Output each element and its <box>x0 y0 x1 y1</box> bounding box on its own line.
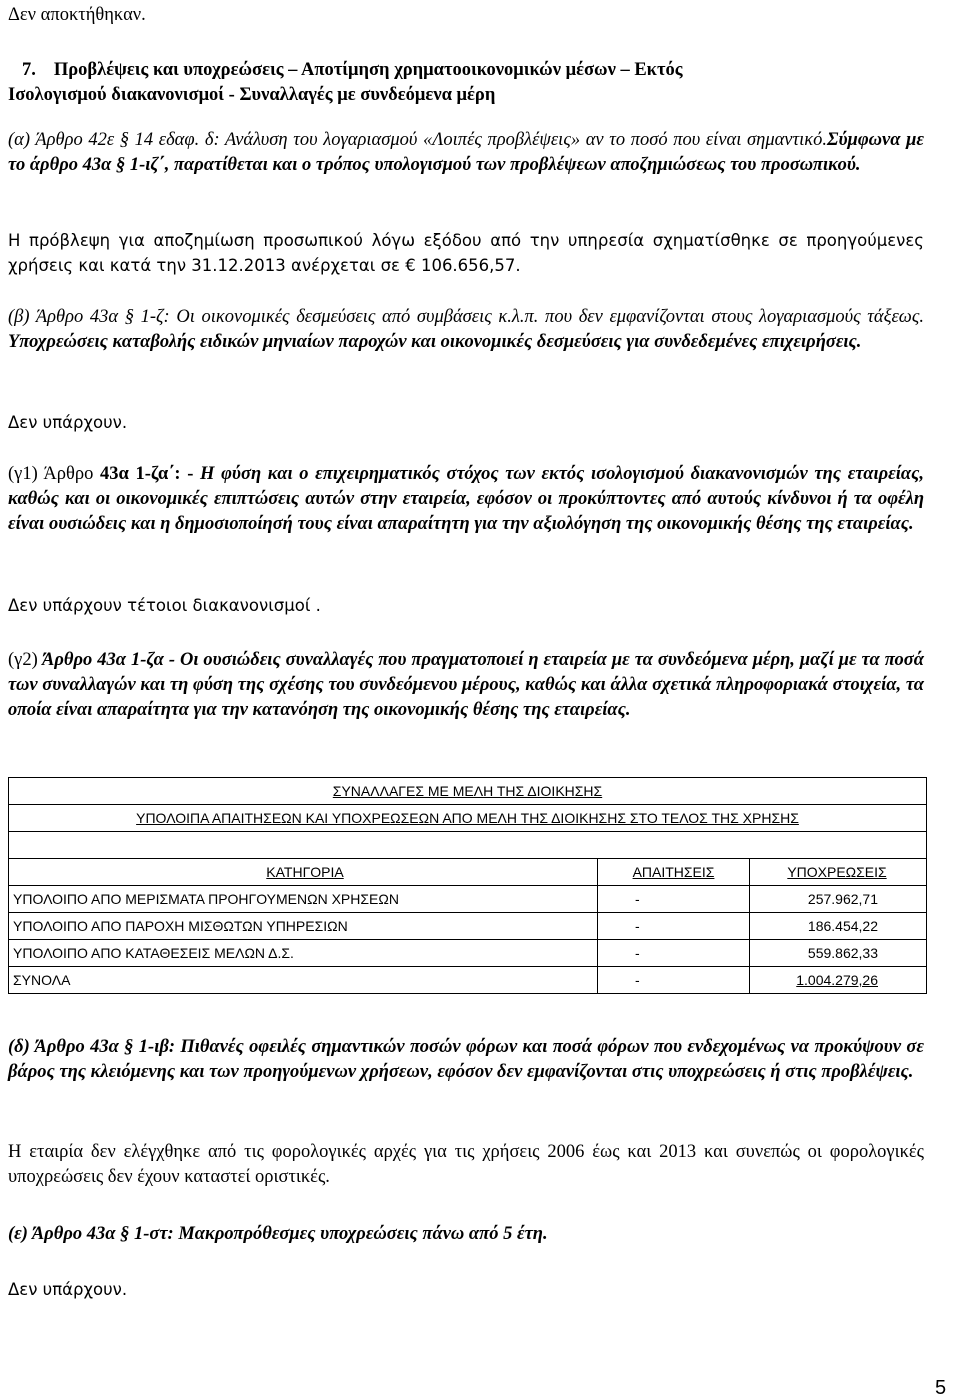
para-g1-text: Η φύση και ο επιχειρηματικός στόχος των εκτός ισολογισμού διακανονισμών της εταιρείας, καθώς και οι οικονομικές επιπτώσεις αυτών στην εταιρεία, εφόσον οι προκύπτοντες από αυτούς κίνδυνοι ή τα οφέλη είναι ουσιώδεις και η δημοσιοποίησή τους είναι απαραίτητη για την αξιολόγηση της οικονομικής θέσης της εταιρείας. <box>8 464 924 534</box>
para-a-text1: Άρθρο 42ε § 14 εδαφ. δ: Ανάλυση του λογαριασμού «Λοιπές προβλέψεις» αν το ποσό που είναι σημαντικό. <box>30 130 828 150</box>
para-g1-article-sec: 1-ζα΄: - <box>128 464 194 484</box>
table-spacer-row <box>9 832 926 859</box>
para-a-label: (α) <box>8 130 31 150</box>
table-header-row <box>9 859 926 886</box>
row-category: ΥΠΟΛΟΙΠΟ ΑΠΟ ΚΑΤΑΘΕΣΕΙΣ ΜΕΛΩΝ Δ.Σ. <box>13 945 294 961</box>
para-g2 <box>8 648 924 723</box>
para-e-body: Δεν υπάρχουν. <box>8 1280 128 1299</box>
row-receivables: - <box>597 940 749 966</box>
para-a-text2: Σύμφωνα με το άρθρο 43α § 1-ιζ΄, παρατίθεται και ο τρόπος υπολογισμού των προβλέψεων αποζημιώσεως του προσωπικού. <box>8 130 924 175</box>
row-receivables: - <box>597 886 749 912</box>
header-category: ΚΑΤΗΓΟΡΙΑ <box>266 864 344 880</box>
para-d: (δ) Άρθρο 43α § 1-ιβ: Πιθανές οφειλές σημαντικών ποσών φόρων και ποσά φόρων που ενδεχομένως να προκύψουν σε βάρος της κλειόμενης και των προηγούμενων χρήσεων, εφόσον δεν εμφανίζονται στις υποχρεώσεις ή στις προβλέψεις. <box>8 1037 924 1082</box>
section-heading <box>8 58 924 108</box>
para-b-part1: (β) Άρθρο 43α § 1-ζ: Οι οικονομικές δεσμεύσεις από συμβάσεις κ.λ.π. που δεν εμφανίζονται στους λογαριασμούς τάξεως. <box>8 307 924 327</box>
table-title2-row <box>9 805 926 832</box>
para-g1-article-num: 43α <box>100 464 129 484</box>
table-total-row <box>9 967 926 993</box>
para-g1 <box>8 462 924 537</box>
row-payables: 559.862,33 <box>749 940 924 966</box>
para-a-body: Η πρόβλεψη για αποζημίωση προσωπικού λόγω εξόδου από την υπηρεσία σχηματίσθηκε σε προηγούμενες χρήσεις και κατά την 31.12.2013 ανέρχεται σε € 106.656,57. <box>8 231 924 275</box>
row-receivables: - <box>597 913 749 939</box>
related-party-table <box>8 777 927 994</box>
row-payables: 186.454,22 <box>749 913 924 939</box>
para-d-body: Η εταιρία δεν ελέγχθηκε από τις φορολογικές αρχές για τις χρήσεις 2006 έως και 2013 και συνεπώς οι φορολογικές υποχρεώσεις δεν έχουν καταστεί οριστικές. <box>8 1142 924 1187</box>
table-title1: ΣΥΝΑΛΛΑΓΕΣ ΜΕ ΜΕΛΗ ΤΗΣ ΔΙΟΙΚΗΣΗΣ <box>332 783 603 799</box>
para-a <box>8 128 924 178</box>
section-title-line2: Ισολογισμού διακανονισμοί - Συναλλαγές με συνδεόμενα μέρη <box>8 85 496 105</box>
para-e: (ε) Άρθρο 43α § 1-στ: Μακροπρόθεσμες υποχρεώσεις πάνω από 5 έτη. <box>8 1224 548 1244</box>
row-category: ΥΠΟΛΟΙΠΟ ΑΠΟ ΜΕΡΙΣΜΑΤΑ ΠΡΟΗΓΟΥΜΕΝΩΝ ΧΡΗΣΕΩΝ <box>13 891 399 907</box>
row-category: ΥΠΟΛΟΙΠΟ ΑΠΟ ΠΑΡΟΧΗ ΜΙΣΘΩΤΩΝ ΥΠΗΡΕΣΙΩΝ <box>13 918 348 934</box>
table-title2: ΥΠΟΛΟΙΠΑ ΑΠΑΙΤΗΣΕΩΝ ΚΑΙ ΥΠΟΧΡΕΩΣΕΩΝ ΑΠΟ ΜΕΛΗ ΤΗΣ ΔΙΟΙΚΗΣΗΣ ΣΤΟ ΤΕΛΟΣ ΤΗΣ ΧΡΗΣΗΣ <box>136 810 799 826</box>
page-number: 5 <box>935 1377 947 1399</box>
para-g2-text: Άρθρο 43α 1-ζα - Οι ουσιώδεις συναλλαγές που πραγματοποιεί η εταιρεία με τα συνδεόμενα μέρη, μαζί με τα ποσά των συναλλαγών και τη φύση της σχέσης του συνδεόμενου μέρους, καθώς και άλλα σχετικά πληροφοριακά στοιχεία, τα οποία είναι απαραίτητα για την κατανόηση της οικονομικής θέσης της εταιρείας. <box>8 650 924 720</box>
section-number: 7. <box>22 60 36 80</box>
table-row <box>9 940 926 967</box>
para-b-part2: Υποχρεώσεις καταβολής ειδικών μηνιαίων παροχών και οικονομικές δεσμεύσεις για συνδεδεμένες επιχειρήσεις. <box>8 332 862 352</box>
table-row <box>9 886 926 913</box>
para-b <box>8 305 924 355</box>
top-line: Δεν αποκτήθηκαν. <box>8 5 146 25</box>
table-title1-row <box>9 778 926 805</box>
header-payables: ΥΠΟΧΡΕΩΣΕΙΣ <box>749 859 924 885</box>
para-g2-label: (γ2) <box>8 650 38 670</box>
header-receivables: ΑΠΑΙΤΗΣΕΙΣ <box>597 859 749 885</box>
row-payables: 257.962,71 <box>749 886 924 912</box>
section-title-line1: Προβλέψεις και υποχρεώσεις – Αποτίμηση χρηματοοικονομικών μέσων – Εκτός <box>53 60 683 80</box>
total-receivables: - <box>597 967 749 993</box>
para-g1-body: Δεν υπάρχουν τέτοιοι διακανονισμοί . <box>8 596 321 615</box>
total-payables: 1.004.279,26 <box>749 967 924 993</box>
table-row <box>9 913 926 940</box>
para-g1-article-pre: Άρθρο <box>37 464 100 484</box>
para-g1-label: (γ1) <box>8 464 38 484</box>
total-label: ΣΥΝΟΛΑ <box>13 972 71 988</box>
para-b-body: Δεν υπάρχουν. <box>8 413 128 432</box>
